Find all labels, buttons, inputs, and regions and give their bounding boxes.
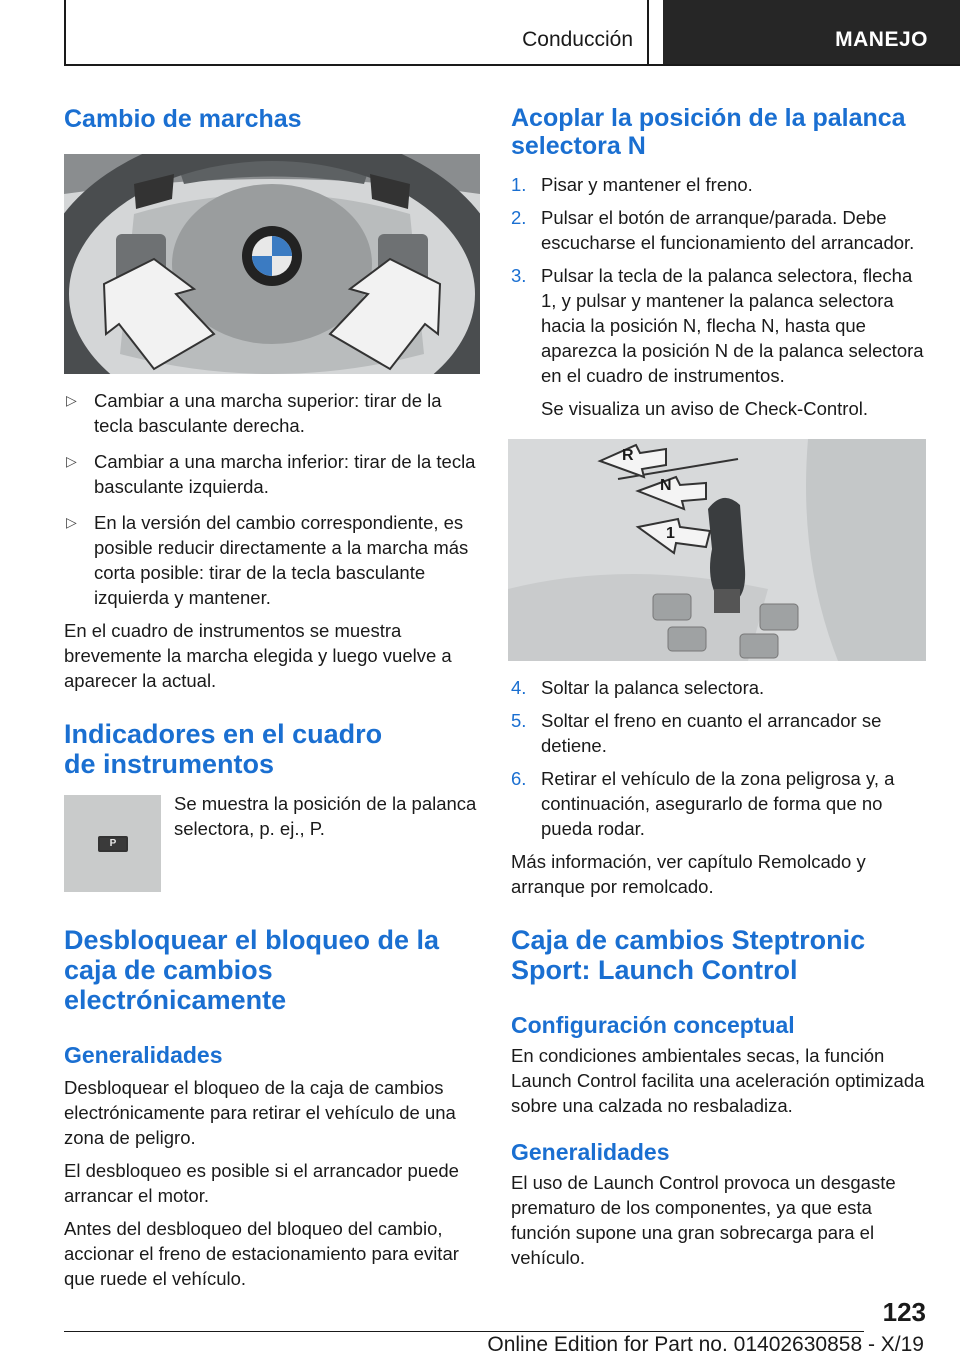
heading-desbloquear: Desbloquear el bloqueo de la caja de cambios electrónicamente	[64, 925, 440, 1015]
triangle-bullet-icon: ▷	[66, 514, 77, 530]
p-display-icon: P	[98, 836, 128, 852]
heading-acoplar: Acoplar la posición de la palanca selectora N	[511, 104, 906, 160]
list-item: 4. Soltar la palanca selectora.	[511, 677, 765, 698]
figure-label-r: R	[622, 447, 634, 464]
selector-lever-illustration	[508, 439, 926, 661]
heading-generalidades-2: Generalidades	[511, 1139, 670, 1165]
list-item: ▷ Cambiar a una marcha superior: tirar de la tecla basculante derecha.	[66, 390, 442, 436]
steps-list-b	[511, 675, 926, 841]
paragraph-aviso: Se visualiza un aviso de Check-Control.	[541, 398, 868, 419]
gear-display-icon	[64, 795, 161, 892]
selector-lever-figure	[508, 439, 926, 661]
heading-launch-control: Caja de cambios Steptronic Sport: Launch Control	[511, 925, 866, 985]
heading-generalidades: Generalidades	[64, 1042, 223, 1068]
page-number: 123	[882, 1297, 926, 1327]
steps-list-a	[511, 172, 926, 388]
heading-indicadores: Indicadores en el cuadro de instrumentos	[64, 719, 383, 779]
heading-cambio-de-marchas: Cambio de marchas	[64, 105, 302, 133]
figure-label-1: 1	[666, 525, 675, 542]
paragraph-gen-1: Desbloquear el bloqueo de la caja de cambios electrónicamente para retirar el vehículo de una zona de peligro.	[64, 1077, 456, 1148]
triangle-bullet-icon: ▷	[66, 392, 77, 408]
shift-bullet-list	[64, 388, 480, 610]
header-rule	[64, 64, 960, 66]
header-chapter: MANEJO	[663, 0, 960, 64]
list-item: 5. Soltar el freno en cuanto el arrancador se detiene.	[511, 710, 882, 756]
paragraph-gen-3: Antes del desbloqueo del bloqueo del cambio, accionar el freno de estacionamiento para evitar que ruede el vehículo.	[64, 1218, 459, 1289]
header-tab	[64, 0, 649, 64]
paragraph-gen-launch: El uso de Launch Control provoca un desgaste prematuro de los componentes, ya que esta función supone una gran sobrecarga para el vehículo.	[511, 1172, 896, 1268]
paragraph-configuracion: En condiciones ambientales secas, la función Launch Control facilita una aceleración optimizada sobre una calzada no resbaladiza.	[511, 1045, 925, 1116]
list-item: ▷ Cambiar a una marcha inferior: tirar de la tecla basculante izquierda.	[66, 451, 476, 497]
footer-edition: Online Edition for Part no. 01402630858 - X/19	[487, 1333, 924, 1356]
list-item: 2. Pulsar el botón de arranque/parada. Debe escucharse el funcionamiento del arrancador.	[511, 207, 915, 253]
paragraph-cuadro: En el cuadro de instrumentos se muestra brevemente la marcha elegida y luego vuelve a aparecer la actual.	[64, 620, 452, 691]
header-section: Conducción	[522, 28, 633, 51]
left-column	[64, 98, 480, 1291]
paragraph-gen-2: El desbloqueo es posible si el arrancador puede arrancar el motor.	[64, 1160, 459, 1206]
list-item: 6. Retirar el vehículo de la zona peligrosa y, a continuación, asegurarlo de forma que no pueda rodar.	[511, 768, 895, 839]
indicator-block	[64, 795, 480, 895]
paragraph-indicadores: Se muestra la posición de la palanca selectora, p. ej., P.	[174, 793, 477, 839]
list-item: 3. Pulsar la tecla de la palanca selectora, flecha 1, y pulsar y mantener la palanca selectora hacia la posición N, flecha N, hasta que aparezca la posición N de la palanca selectora en el cuadro de instrumentos.	[511, 265, 924, 386]
heading-configuracion: Configuración conceptual	[511, 1012, 795, 1038]
right-column	[511, 98, 926, 1270]
steering-wheel-illustration	[64, 154, 480, 374]
steering-wheel-figure	[64, 154, 480, 374]
figure-label-n: N	[660, 477, 672, 494]
footer-rule	[64, 1331, 864, 1332]
list-item: ▷ En la versión del cambio correspondiente, es posible reducir directamente a la marcha más corta posible: tirar de la tecla basculante izquierda y mantener.	[66, 512, 469, 608]
paragraph-mas-info: Más información, ver capítulo Remolcado y arranque por remolcado.	[511, 851, 866, 897]
triangle-bullet-icon: ▷	[66, 453, 77, 469]
list-item: 1. Pisar y mantener el freno.	[511, 174, 753, 195]
